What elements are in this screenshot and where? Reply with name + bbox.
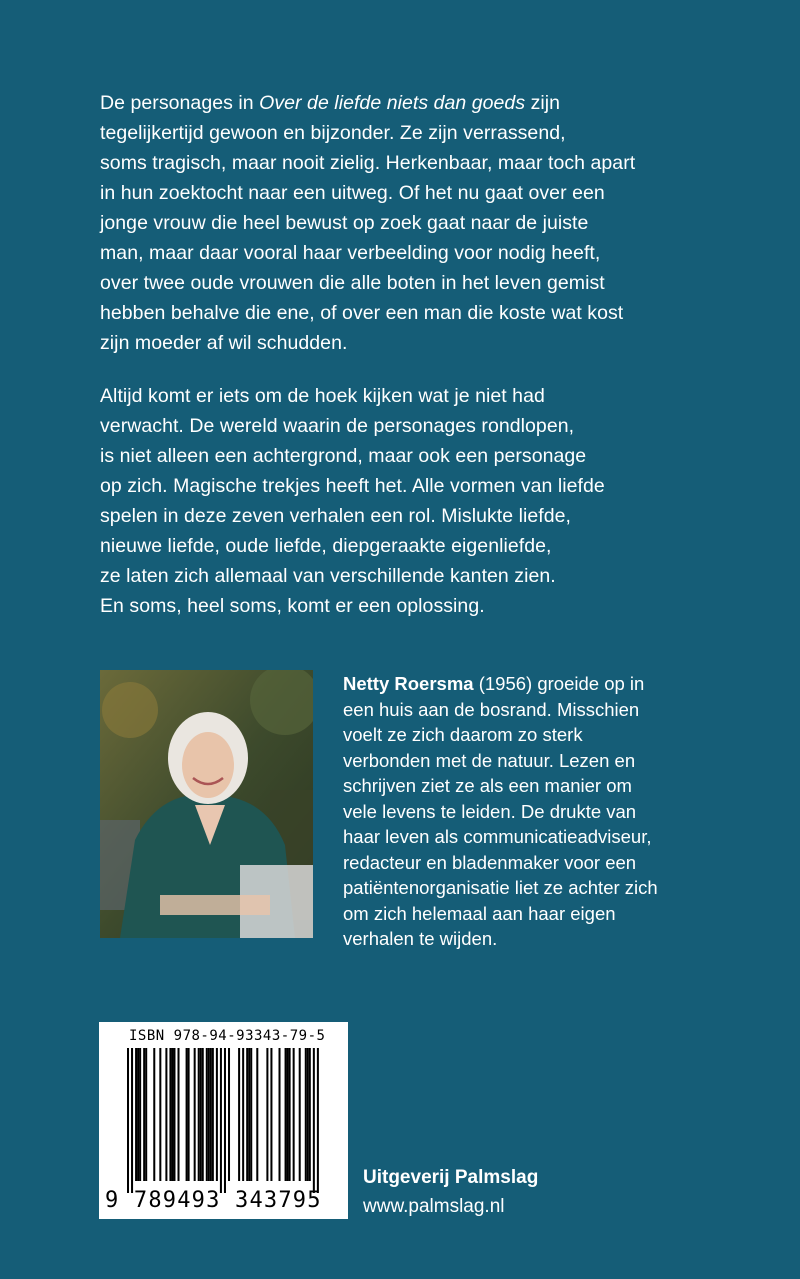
author-bio bbox=[343, 671, 673, 952]
author-bio-line: vele levens te leiden. De drukte van bbox=[343, 800, 637, 822]
author-portrait-image bbox=[100, 670, 313, 938]
book-title: Over de liefde niets dan goeds bbox=[259, 92, 526, 114]
blurb-line: in hun zoektocht naar een uitweg. Of het nu gaat over een bbox=[100, 182, 605, 204]
barcode-bar bbox=[307, 1048, 309, 1181]
blurb-line: jonge vrouw die heel bewust op zoek gaat naar de juiste bbox=[100, 212, 589, 234]
barcode-bar bbox=[287, 1048, 289, 1181]
barcode-bar bbox=[242, 1048, 244, 1181]
blurb-line: hebben behalve die ene, of over een man die koste wat kost bbox=[100, 302, 624, 324]
blurb-line: tegelijkertijd gewoon en bijzonder. Ze zijn verrassend, bbox=[100, 122, 566, 144]
barcode-bar bbox=[228, 1048, 230, 1181]
barcode-bar bbox=[206, 1048, 208, 1181]
barcode-bar bbox=[159, 1048, 161, 1181]
barcode-bar bbox=[299, 1048, 301, 1181]
barcode-bar bbox=[256, 1048, 258, 1181]
publisher-website[interactable]: www.palmslag.nl bbox=[363, 1196, 505, 1217]
barcode-bar bbox=[202, 1048, 204, 1181]
author-photo bbox=[100, 670, 313, 938]
barcode-bar bbox=[317, 1048, 319, 1193]
blurb-line: is niet alleen een achtergrond, maar ook een personage bbox=[100, 445, 587, 467]
barcode-bar bbox=[169, 1048, 171, 1181]
barcode-bar bbox=[216, 1048, 218, 1181]
barcode-bar bbox=[145, 1048, 147, 1181]
barcode-bar bbox=[293, 1048, 295, 1181]
author-bio-line: om zich helemaal aan haar eigen bbox=[343, 902, 616, 924]
blurb-line: over twee oude vrouwen die alle boten in het leven gemist bbox=[100, 272, 605, 294]
barcode-bar bbox=[212, 1048, 214, 1181]
barcode-bar bbox=[198, 1048, 200, 1181]
blurb-line: nieuwe liefde, oude liefde, diepgeraakte eigenliefde, bbox=[100, 535, 552, 557]
author-bio-line: verhalen te wijden. bbox=[343, 928, 498, 949]
blurb-line bbox=[100, 88, 740, 118]
barcode-bar bbox=[250, 1048, 252, 1181]
barcode-bar bbox=[194, 1048, 196, 1181]
barcode-bar bbox=[139, 1048, 141, 1181]
barcode-bar bbox=[137, 1048, 139, 1181]
author-bio-line: patiëntenorganisatie liet ze achter zich bbox=[343, 877, 658, 898]
blurb-line: op zich. Magische trekjes heeft het. Alle vormen van liefde bbox=[100, 475, 605, 497]
author-name: Netty Roersma bbox=[343, 673, 474, 694]
barcode-bar bbox=[238, 1048, 240, 1181]
barcode-bar bbox=[248, 1048, 250, 1181]
isbn-barcode bbox=[99, 1022, 348, 1219]
blurb-paragraph-1 bbox=[100, 88, 740, 358]
barcode-bar bbox=[171, 1048, 173, 1181]
blurb-line: soms tragisch, maar nooit zielig. Herkenbaar, maar toch apart bbox=[100, 152, 636, 174]
barcode-bar bbox=[220, 1048, 222, 1193]
barcode-bar bbox=[285, 1048, 287, 1181]
barcode-bar bbox=[313, 1048, 315, 1193]
author-bio-line: redacteur en bladenmaker voor een bbox=[343, 851, 637, 873]
blurb-line: En soms, heel soms, komt er een oplossing. bbox=[100, 595, 485, 617]
barcode-bar bbox=[165, 1048, 167, 1181]
blurb-line: verwacht. De wereld waarin de personages rondlopen, bbox=[100, 415, 575, 437]
barcode-digits: 9 789493 343795 bbox=[105, 1188, 322, 1213]
barcode-bar bbox=[200, 1048, 202, 1181]
barcode-bar bbox=[188, 1048, 190, 1181]
blurb-line: man, maar daar vooral haar verbeelding voor nodig heeft, bbox=[100, 242, 601, 264]
barcode-bar bbox=[279, 1048, 281, 1181]
blurb-line: ze laten zich allemaal van verschillende kanten zien. bbox=[100, 565, 556, 587]
barcode-bar bbox=[173, 1048, 175, 1181]
barcode-bar bbox=[266, 1048, 268, 1181]
isbn-label: ISBN 978-94-93343-79-5 bbox=[129, 1028, 326, 1044]
barcode-bar bbox=[135, 1048, 137, 1181]
author-bio-first-line bbox=[343, 671, 673, 697]
author-bio-line: verbonden met de natuur. Lezen en bbox=[343, 749, 636, 771]
blurb-line: zijn moeder af wil schudden. bbox=[100, 332, 348, 354]
author-bio-line: een huis aan de bosrand. Misschien bbox=[343, 698, 640, 720]
author-bio-line: haar leven als communicatieadviseur, bbox=[343, 826, 652, 847]
blurb-text: De personages in bbox=[100, 92, 260, 114]
barcode-bar bbox=[210, 1048, 212, 1181]
barcode-bar bbox=[153, 1048, 155, 1181]
barcode-bar bbox=[208, 1048, 210, 1181]
barcode-bar bbox=[270, 1048, 272, 1181]
blurb-line: spelen in deze zeven verhalen een rol. Mislukte liefde, bbox=[100, 505, 572, 527]
publisher-name: Uitgeverij Palmslag bbox=[363, 1167, 539, 1188]
barcode-bar bbox=[178, 1048, 180, 1181]
barcode-bar bbox=[127, 1048, 129, 1193]
barcode-bar bbox=[186, 1048, 188, 1181]
author-bio-line: voelt ze zich daarom zo sterk bbox=[343, 724, 583, 745]
barcode-bar bbox=[246, 1048, 248, 1181]
blurb-text: zijn bbox=[525, 92, 561, 114]
barcode-bar bbox=[305, 1048, 307, 1181]
barcode-bar bbox=[224, 1048, 226, 1193]
blurb-line: Altijd komt er iets om de hoek kijken wat je niet had bbox=[100, 385, 545, 407]
blurb-paragraph-2 bbox=[100, 381, 740, 621]
author-bio-first-line-rest: (1956) groeide op in bbox=[473, 673, 645, 694]
barcode-bar bbox=[143, 1048, 145, 1181]
barcode-bar bbox=[289, 1048, 291, 1181]
author-bio-line: schrijven ziet ze als een manier om bbox=[343, 775, 632, 796]
barcode-bar bbox=[309, 1048, 311, 1181]
barcode-bar bbox=[131, 1048, 133, 1193]
